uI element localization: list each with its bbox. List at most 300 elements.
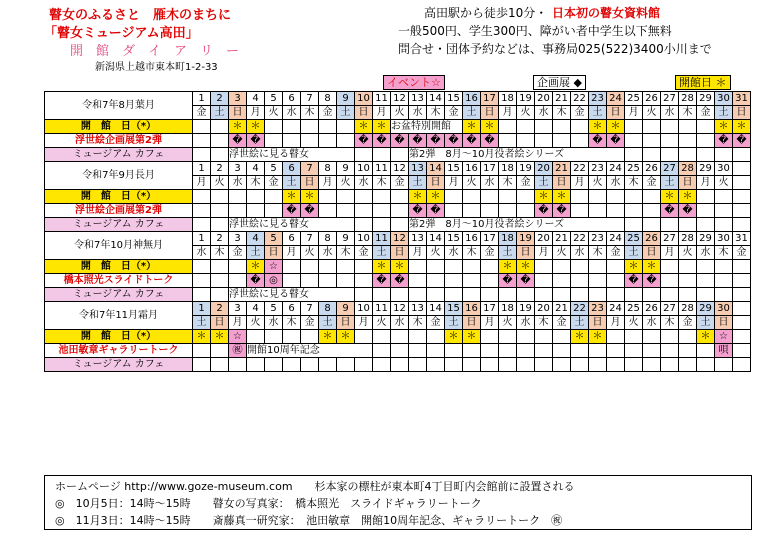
day-number: 28 (679, 162, 697, 176)
schedule-cell (733, 148, 751, 162)
weekday-cell: 土 (247, 246, 265, 260)
schedule-cell (355, 204, 373, 218)
schedule-cell (607, 204, 625, 218)
schedule-cell: � (247, 274, 265, 288)
schedule-cell: ◎ (265, 274, 283, 288)
weekday-cell: 日 (589, 316, 607, 330)
day-number: 8 (319, 162, 337, 176)
schedule-cell (193, 120, 211, 134)
schedule-cell (607, 344, 625, 358)
weekday-cell: 土 (463, 106, 481, 120)
day-number: 3 (229, 302, 247, 316)
weekday-cell: 土 (319, 316, 337, 330)
schedule-cell: ＊ (715, 120, 733, 134)
schedule-cell (589, 260, 607, 274)
schedule-cell (319, 358, 337, 372)
month-day-row (45, 92, 751, 106)
schedule-cell (517, 358, 535, 372)
day-number: 6 (283, 92, 301, 106)
weekday-cell: 月 (697, 176, 715, 190)
month-title: 令和7年11月霜月 (45, 302, 193, 330)
schedule-cell (391, 190, 409, 204)
schedule-row (45, 190, 751, 204)
schedule-cell (409, 344, 427, 358)
schedule-cell (625, 204, 643, 218)
weekday-cell: 日 (643, 246, 661, 260)
schedule-cell (265, 358, 283, 372)
schedule-cell (229, 274, 247, 288)
schedule-cell (463, 344, 481, 358)
day-number: 28 (679, 232, 697, 246)
schedule-cell (193, 288, 211, 302)
schedule-cell (499, 190, 517, 204)
weekday-cell: 火 (625, 316, 643, 330)
weekday-cell: 土 (697, 316, 715, 330)
schedule-cell: ＊ (301, 190, 319, 204)
schedule-cell (697, 344, 715, 358)
day-number: 23 (589, 92, 607, 106)
museum-name: 「瞽女ミュージアム高田」 (44, 26, 199, 41)
weekday-cell: 火 (427, 246, 445, 260)
row-span-text: 浮世絵に見る瞽女 (229, 218, 355, 232)
schedule-cell: ＊ (409, 190, 427, 204)
weekday-cell: 金 (643, 176, 661, 190)
legend-exhibit-mark: ◆ (573, 76, 582, 89)
day-number: 30 (715, 302, 733, 316)
row-label: 池田敏章ギャラリートーク (45, 344, 193, 358)
schedule-cell (229, 358, 247, 372)
schedule-cell: � (229, 134, 247, 148)
weekday-cell: 日 (337, 316, 355, 330)
weekday-cell: 日 (265, 246, 283, 260)
day-number: 15 (445, 162, 463, 176)
schedule-cell (571, 120, 589, 134)
day-number: 30 (715, 92, 733, 106)
schedule-cell (283, 358, 301, 372)
weekday-cell: 土 (211, 106, 229, 120)
weekday-cell: 金 (355, 246, 373, 260)
schedule-cell (463, 288, 481, 302)
schedule-cell: � (427, 134, 445, 148)
day-number: 9 (337, 232, 355, 246)
day-number: 27 (661, 162, 679, 176)
schedule-cell (445, 190, 463, 204)
schedule-cell (427, 260, 445, 274)
schedule-cell: ＊ (283, 190, 301, 204)
schedule-cell (283, 260, 301, 274)
schedule-cell (481, 344, 499, 358)
weekday-cell: 日 (553, 176, 571, 190)
schedule-cell: � (427, 204, 445, 218)
schedule-cell (499, 134, 517, 148)
day-number: 1 (193, 162, 211, 176)
schedule-cell (193, 218, 211, 232)
weekday-cell: 木 (553, 106, 571, 120)
schedule-cell: ☆ (265, 260, 283, 274)
day-number: 25 (625, 162, 643, 176)
row-label: 開 館 日（*） (45, 120, 193, 134)
day-number: 26 (643, 162, 661, 176)
schedule-cell (535, 288, 553, 302)
schedule-cell: � (355, 134, 373, 148)
schedule-cell (373, 148, 391, 162)
schedule-cell (553, 330, 571, 344)
weekday-cell: 水 (391, 316, 409, 330)
legend-open-label: 開館日 (679, 76, 712, 89)
schedule-cell (679, 260, 697, 274)
schedule-cell: � (625, 274, 643, 288)
weekday-cell: 木 (211, 246, 229, 260)
weekday-cell: 月 (499, 106, 517, 120)
day-number: 10 (355, 92, 373, 106)
day-number: 18 (499, 92, 517, 106)
weekday-cell: 火 (715, 176, 733, 190)
day-number: 21 (553, 302, 571, 316)
schedule-row (45, 120, 751, 134)
weekday-cell: 土 (409, 176, 427, 190)
schedule-cell (301, 120, 319, 134)
schedule-cell (265, 120, 283, 134)
day-number: 23 (589, 232, 607, 246)
schedule-cell (715, 204, 733, 218)
schedule-cell (733, 218, 751, 232)
weekday-cell: 日 (733, 106, 751, 120)
row-span-text: 第2弾 8月〜10月役者絵シリーズ (409, 148, 625, 162)
schedule-cell: ＊ (319, 330, 337, 344)
day-number: 20 (535, 162, 553, 176)
weekday-cell: 木 (337, 246, 355, 260)
day-number: 28 (679, 92, 697, 106)
schedule-cell: ＊ (535, 190, 553, 204)
schedule-cell (193, 134, 211, 148)
first-museum-text: 日本初の瞽女資料館 (552, 6, 661, 20)
fees-text: 一般500円、学生300円、障がい者中学生以下無料 (398, 24, 672, 38)
schedule-cell (427, 344, 445, 358)
schedule-cell (301, 330, 319, 344)
schedule-cell (445, 274, 463, 288)
weekday-cell: 木 (661, 316, 679, 330)
schedule-cell (643, 120, 661, 134)
day-number: 20 (535, 92, 553, 106)
schedule-cell (409, 274, 427, 288)
schedule-cell (571, 190, 589, 204)
day-number: 19 (517, 162, 535, 176)
row-label: ミュージアム カフェ (45, 148, 193, 162)
weekday-cell: 月 (625, 106, 643, 120)
weekday-cell: 木 (247, 176, 265, 190)
schedule-cell: ＊ (193, 330, 211, 344)
row-span-text: 浮世絵に見る瞽女 (229, 288, 355, 302)
schedule-cell (319, 204, 337, 218)
day-number: 29 (697, 302, 715, 316)
schedule-cell (715, 218, 733, 232)
schedule-cell (193, 148, 211, 162)
schedule-cell (715, 260, 733, 274)
schedule-row (45, 358, 751, 372)
schedule-cell: � (643, 274, 661, 288)
schedule-cell (409, 330, 427, 344)
row-label: 浮世絵企画展第2弾 (45, 204, 193, 218)
day-number: 13 (409, 302, 427, 316)
schedule-cell (355, 330, 373, 344)
weekday-cell: 木 (499, 176, 517, 190)
day-number: 2 (211, 162, 229, 176)
schedule-cell (265, 204, 283, 218)
schedule-cell: � (661, 204, 679, 218)
schedule-cell: ＊ (391, 260, 409, 274)
day-number: 1 (193, 232, 211, 246)
weekday-cell: 金 (391, 176, 409, 190)
day-number: 10 (355, 232, 373, 246)
schedule-cell (715, 288, 733, 302)
schedule-cell (355, 260, 373, 274)
day-number: 21 (553, 232, 571, 246)
schedule-cell (643, 134, 661, 148)
schedule-cell (337, 134, 355, 148)
weekday-cell: 木 (679, 106, 697, 120)
day-number: 5 (265, 302, 283, 316)
schedule-cell (319, 120, 337, 134)
schedule-cell: � (463, 134, 481, 148)
weekday-cell: 水 (409, 106, 427, 120)
schedule-cell (679, 218, 697, 232)
weekday-cell: 日 (427, 176, 445, 190)
day-number: 25 (625, 232, 643, 246)
schedule-cell (571, 288, 589, 302)
day-number: 16 (463, 162, 481, 176)
schedule-cell (211, 288, 229, 302)
schedule-cell (337, 120, 355, 134)
schedule-cell (715, 148, 733, 162)
schedule-cell (193, 190, 211, 204)
schedule-cell (445, 344, 463, 358)
schedule-cell (715, 190, 733, 204)
footer-event-oct: ◎ 10月5日：14時〜15時 瞽女の写真家： 橋本照光 スライドギャラリートーク (55, 497, 482, 510)
schedule-cell (391, 204, 409, 218)
schedule-cell (481, 330, 499, 344)
schedule-cell (643, 218, 661, 232)
weekday-cell: 月 (571, 176, 589, 190)
schedule-cell (571, 204, 589, 218)
schedule-cell (301, 134, 319, 148)
day-number: 7 (301, 92, 319, 106)
schedule-cell (355, 358, 373, 372)
schedule-cell: ＊ (517, 260, 535, 274)
schedule-cell (355, 288, 373, 302)
day-number: 19 (517, 232, 535, 246)
schedule-cell (283, 120, 301, 134)
day-number: 4 (247, 232, 265, 246)
weekday-cell: 木 (427, 106, 445, 120)
schedule-cell (481, 288, 499, 302)
weekday-cell: 火 (589, 176, 607, 190)
weekday-cell: 水 (481, 176, 499, 190)
weekday-cell: 月 (661, 246, 679, 260)
schedule-cell (553, 120, 571, 134)
day-number: 7 (301, 232, 319, 246)
weekday-cell: 水 (319, 246, 337, 260)
schedule-cell (427, 330, 445, 344)
schedule-cell (607, 330, 625, 344)
schedule-cell (391, 358, 409, 372)
schedule-cell: ＊ (247, 260, 265, 274)
weekday-cell: 土 (535, 176, 553, 190)
schedule-cell: � (391, 134, 409, 148)
schedule-cell: ＊ (463, 330, 481, 344)
weekday-cell: 木 (409, 316, 427, 330)
schedule-cell (625, 148, 643, 162)
schedule-cell (697, 218, 715, 232)
day-number: 28 (679, 302, 697, 316)
schedule-cell (265, 330, 283, 344)
day-number: 24 (607, 232, 625, 246)
day-number: 8 (319, 232, 337, 246)
schedule-cell (445, 204, 463, 218)
weekday-cell: 火 (643, 106, 661, 120)
schedule-cell (661, 148, 679, 162)
schedule-cell (607, 288, 625, 302)
schedule-cell: � (283, 204, 301, 218)
schedule-cell (211, 274, 229, 288)
schedule-cell (679, 274, 697, 288)
day-number: 6 (283, 302, 301, 316)
weekday-cell: 日 (391, 246, 409, 260)
schedule-cell (499, 288, 517, 302)
weekday-cell: 月 (445, 176, 463, 190)
day-number: 26 (643, 302, 661, 316)
weekday-cell: 木 (463, 246, 481, 260)
footer-event-nov: ◎ 11月3日：14時〜15時 斎藤真一研究家： 池田敏章 開館10周年記念、ギャラリートーク ㊗ (55, 514, 563, 527)
schedule-cell: ＊ (607, 120, 625, 134)
schedule-cell (607, 358, 625, 372)
day-number: 11 (373, 92, 391, 106)
weekday-cell: 日 (481, 106, 499, 120)
day-number: 12 (391, 302, 409, 316)
month-title: 令和7年10月神無月 (45, 232, 193, 260)
weekday-cell: 水 (283, 106, 301, 120)
schedule-cell: � (607, 134, 625, 148)
weekday-cell: 土 (445, 316, 463, 330)
schedule-cell (373, 204, 391, 218)
schedule-cell (481, 260, 499, 274)
schedule-cell (625, 344, 643, 358)
weekday-cell: 水 (661, 106, 679, 120)
schedule-cell (499, 204, 517, 218)
row-label: 開 館 日（*） (45, 330, 193, 344)
schedule-cell (391, 344, 409, 358)
weekday-cell: 土 (337, 106, 355, 120)
schedule-cell (247, 190, 265, 204)
schedule-cell: � (517, 274, 535, 288)
schedule-cell (589, 358, 607, 372)
schedule-cell (211, 204, 229, 218)
schedule-cell: ＊ (373, 260, 391, 274)
schedule-cell (535, 260, 553, 274)
schedule-cell (337, 358, 355, 372)
schedule-cell (589, 204, 607, 218)
schedule-cell: ＊ (661, 190, 679, 204)
schedule-cell: ＊ (373, 120, 391, 134)
weekday-cell: 火 (337, 176, 355, 190)
schedule-cell (625, 134, 643, 148)
schedule-cell (661, 120, 679, 134)
schedule-cell (643, 344, 661, 358)
schedule-row (45, 148, 751, 162)
weekday-cell: 月 (247, 106, 265, 120)
weekday-cell: 金 (301, 316, 319, 330)
legend-open (675, 75, 731, 90)
weekday-cell: 土 (625, 246, 643, 260)
day-number: 10 (355, 302, 373, 316)
schedule-cell (697, 204, 715, 218)
day-number: 20 (535, 302, 553, 316)
weekday-cell: 金 (193, 106, 211, 120)
weekday-cell: 火 (463, 176, 481, 190)
schedule-cell (625, 190, 643, 204)
schedule-cell (355, 190, 373, 204)
schedule-cell (319, 190, 337, 204)
row-span-text: 開館10周年記念 (247, 344, 373, 358)
schedule-cell (409, 260, 427, 274)
schedule-cell (535, 274, 553, 288)
weekday-cell: 木 (715, 246, 733, 260)
schedule-cell (427, 358, 445, 372)
weekday-cell: 日 (679, 176, 697, 190)
weekday-cell: 土 (283, 176, 301, 190)
schedule-cell (643, 148, 661, 162)
weekday-cell: 火 (517, 106, 535, 120)
schedule-cell (553, 134, 571, 148)
schedule-cell (607, 260, 625, 274)
schedule-cell (391, 218, 409, 232)
footer-homepage: ホームページ http://www.goze-museum.com 杉本家の標柱が東本町4丁目町内会館前に設置される (55, 480, 575, 493)
schedule-cell (571, 274, 589, 288)
schedule-cell: ＊ (679, 190, 697, 204)
schedule-cell: ＊ (481, 120, 499, 134)
day-number: 15 (445, 302, 463, 316)
weekday-cell: 水 (445, 246, 463, 260)
day-number: 18 (499, 302, 517, 316)
schedule-cell (697, 148, 715, 162)
weekday-cell: 水 (607, 176, 625, 190)
weekday-cell: 火 (301, 246, 319, 260)
weekday-cell: 火 (679, 246, 697, 260)
day-number: 5 (265, 92, 283, 106)
weekday-cell: 火 (247, 316, 265, 330)
schedule-cell (643, 204, 661, 218)
day-number: 1 (193, 92, 211, 106)
day-number: 17 (481, 162, 499, 176)
schedule-cell (553, 358, 571, 372)
row-label: ミュージアム カフェ (45, 218, 193, 232)
weekday-cell: 火 (265, 106, 283, 120)
schedule-cell: ＊ (571, 330, 589, 344)
weekday-cell: 木 (535, 316, 553, 330)
weekday-cell: 月 (373, 106, 391, 120)
day-number: 31 (733, 232, 751, 246)
weekday-cell: 月 (535, 246, 553, 260)
weekday-cell: 日 (715, 316, 733, 330)
day-number: 26 (643, 92, 661, 106)
schedule-row (45, 330, 751, 344)
schedule-cell (571, 358, 589, 372)
schedule-cell (409, 288, 427, 302)
schedule-cell (679, 344, 697, 358)
schedule-cell (355, 274, 373, 288)
day-number: 13 (409, 162, 427, 176)
weekday-cell: 金 (427, 316, 445, 330)
schedule-cell: � (247, 134, 265, 148)
